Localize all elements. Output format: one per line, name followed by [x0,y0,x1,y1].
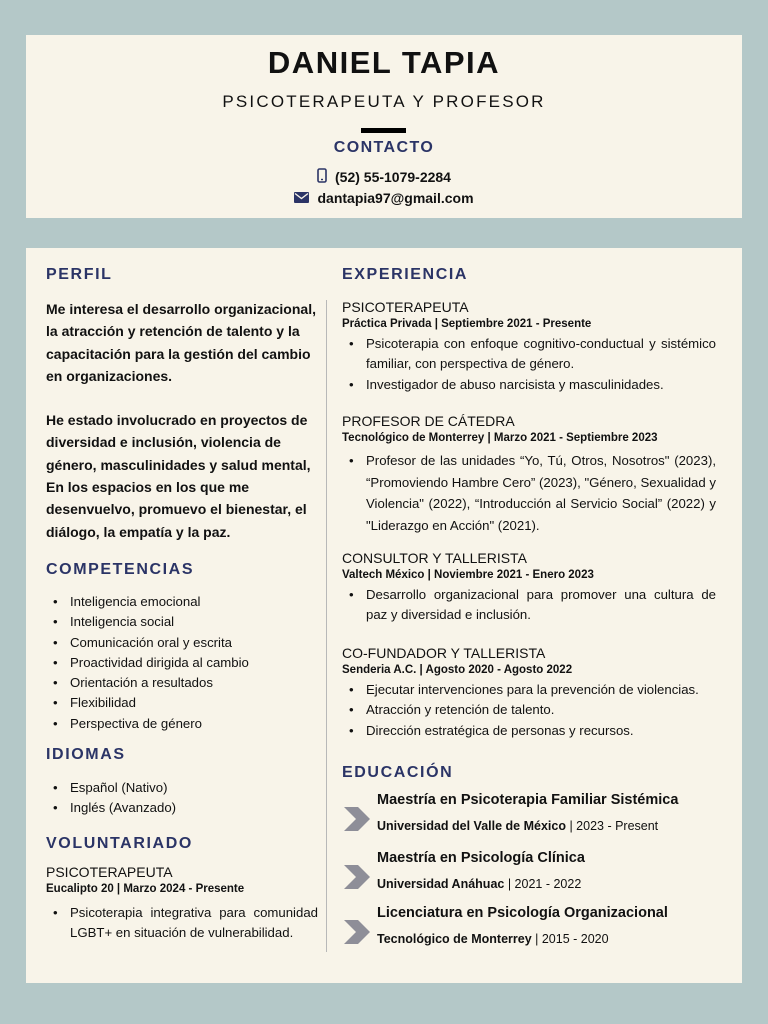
list-item: • Profesor de las unidades “Yo, Tú, Otros, Nosotros" (2023), “Promoviendo Hambre Cero” (2023), "Género, Sexualidad y Violencia" (2022), “Introducción al Servicio Social” (2022) y "Liderazgo en Acción" (2021). [342,450,716,536]
list-item: • Dirección estratégica de personas y recursos. [342,721,716,741]
school-name: Universidad del Valle de México [377,819,566,833]
list-item: • Inglés (Avanzado) [46,798,318,818]
degree-period: | 2021 - 2022 [504,877,582,891]
list-item: • Español (Nativo) [46,778,318,798]
phone-row [26,168,742,186]
school-name: Tecnológico de Monterrey [377,932,532,946]
list-item: • Psicoterapia integrativa para comunidad LGBT+ en situación de vulnerabilidad. [46,903,318,944]
voluntariado-heading: VOLUNTARIADO [46,835,193,852]
job-meta: Valtech México | Noviembre 2021 - Enero 2023 [342,569,594,581]
contact-heading: CONTACTO [333,139,435,156]
job-title: PSICOTERAPEUTA [342,299,469,315]
title-underline [361,128,406,133]
job-title: CO-FUNDADOR Y TALLERISTA [342,645,546,661]
idiomas-section [46,778,318,819]
volunteer-bullets [46,903,318,944]
degree-period: | 2023 - Present [565,819,659,833]
job-meta: Práctica Privada | Septiembre 2021 - Presente [342,318,592,330]
competencias-section [46,592,318,734]
job-bullets [342,334,716,395]
phone-icon [317,168,327,186]
degree-title: Maestría en Psicología Clínica [377,850,585,866]
list-item: • Orientación a resultados [46,673,318,693]
job-entry [342,299,716,395]
job-title: PROFESOR DE CÁTEDRA [342,413,515,429]
profile-paragraph-2: He estado involucrado en proyectos de diversidad e inclusión, violencia de género, masculinidades y salud mental, En los espacios en los que me desenvuelvo, promuevo el bienestar, el diálogo, la empatía y la paz. [46,412,311,540]
mail-icon [294,190,309,206]
degree-details [377,819,658,833]
list-item: • Inteligencia social [46,612,318,632]
degree-period: | 2015 - 2020 [531,932,609,946]
experiencia-heading: EXPERIENCIA [342,266,469,283]
role-subtitle: PSICOTERAPEUTA Y PROFESOR [222,92,546,111]
email-address[interactable]: dantapia97@gmail.com [317,190,474,206]
job-bullets [342,585,716,626]
profile-section [46,298,318,543]
list-item: • Desarrollo organizacional para promover una cultura de paz y diversidad e inclusión. [342,585,716,626]
voluntariado-section [46,864,318,944]
chevron-right-icon [344,807,370,831]
list-item: • Ejecutar intervenciones para la prevención de violencias. [342,680,716,700]
column-divider [326,300,327,952]
list-item: • Investigador de abuso narcisista y masculinidades. [342,375,716,395]
job-entry [342,645,716,741]
degree-details [377,877,581,891]
list-item: • Perspectiva de género [46,714,318,734]
job-title: CONSULTOR Y TALLERISTA [342,550,527,566]
degree-title: Licenciatura en Psicología Organizacional [377,905,668,921]
list-item: • Inteligencia emocional [46,592,318,612]
list-item: • Proactividad dirigida al cambio [46,653,318,673]
job-bullets [342,680,716,741]
job-meta: Senderia A.C. | Agosto 2020 - Agosto 2022 [342,664,573,676]
degree-title: Maestría en Psicoterapia Familiar Sistémica [377,792,679,808]
list-item: • Comunicación oral y escrita [46,633,318,653]
list-item: • Psicoterapia con enfoque cognitivo-conductual y sistémico familiar, con perspectiva de género. [342,334,716,375]
degree-details [377,932,609,946]
job-meta: Tecnológico de Monterrey | Marzo 2021 - Septiembre 2023 [342,432,658,444]
name-heading: DANIEL TAPIA [267,45,501,80]
volunteer-job-meta: Eucalipto 20 | Marzo 2024 - Presente [46,883,245,895]
job-bullets [342,450,716,536]
idiomas-list [46,778,318,819]
job-entry [342,413,716,536]
list-item: • Flexibilidad [46,693,318,713]
job-entry [342,550,716,626]
educacion-heading: EDUCACIÓN [342,764,454,781]
body-card [26,248,742,983]
volunteer-job-title: PSICOTERAPEUTA [46,864,173,880]
competencias-list [46,592,318,734]
chevron-right-icon [344,865,370,889]
profile-paragraph-1: Me interesa el desarrollo organizacional, la atracción y retención de talento y la capacitación para la gestión del cambio en organizaciones. [46,301,316,384]
idiomas-heading: IDIOMAS [46,746,126,763]
list-item: • Atracción y retención de talento. [342,700,716,720]
profile-heading: PERFIL [46,266,113,283]
chevron-right-icon [344,920,370,944]
phone-number[interactable]: (52) 55-1079-2284 [335,169,451,185]
header-card [26,35,742,218]
email-row [26,190,742,206]
school-name: Universidad Anáhuac [377,877,505,891]
competencias-heading: COMPETENCIAS [46,561,195,578]
